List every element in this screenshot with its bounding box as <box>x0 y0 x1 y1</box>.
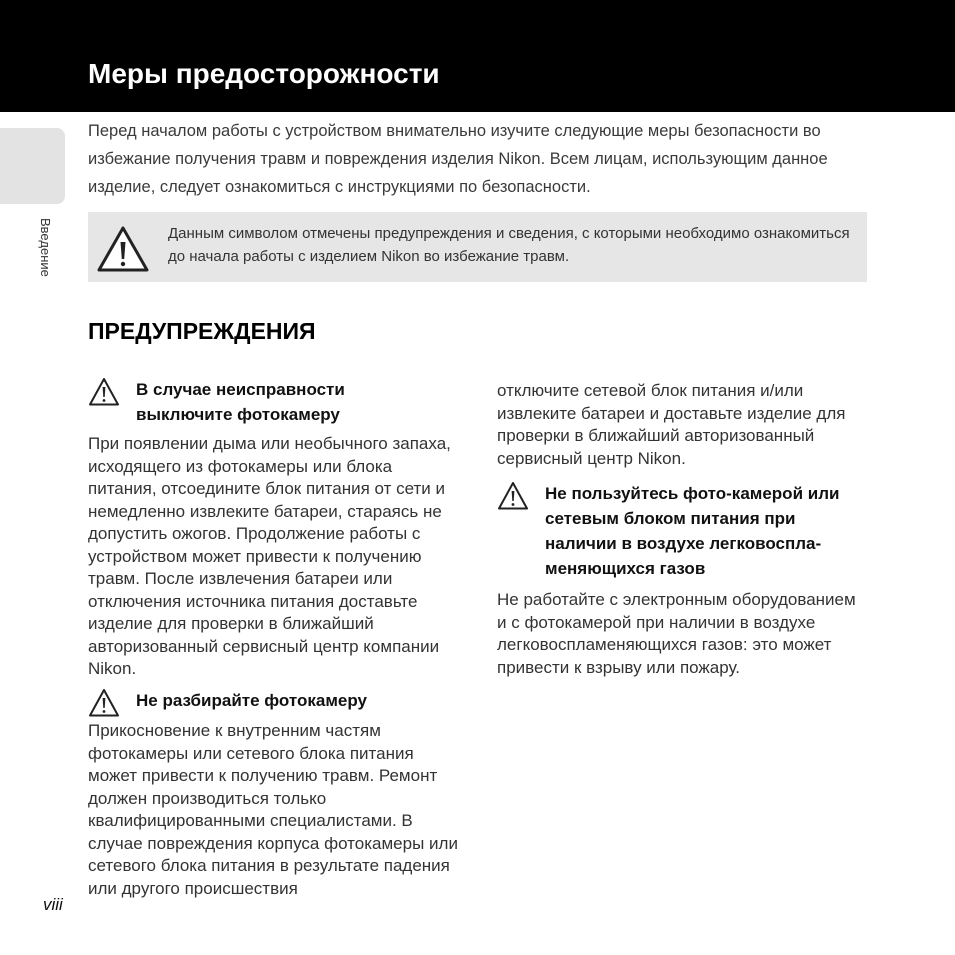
page-title: Меры предосторожности <box>88 58 440 89</box>
intro-paragraph: Перед началом работы с устройством внимательно изучите следующие меры безопасности во избежание получения травм и повреждения изделия Nikon. Всем лицам, использующим данное изделие, следует ознакомиться с инструкциями по безопасности. <box>88 122 828 196</box>
warning-title: Не разбирайте фотокамеру <box>136 691 367 710</box>
warning-triangle-icon <box>88 377 120 407</box>
warning-heading <box>497 481 857 585</box>
side-tab-label: Введение <box>38 218 53 277</box>
warning-heading <box>88 688 428 718</box>
warning-triangle-icon <box>88 688 120 718</box>
warning-body: Не работайте с электронным оборудованием и с фотокамерой при наличии в воздухе легковоспламеняющихся газов: это может привести к взрыву или пожару. <box>497 590 856 677</box>
page-number: viii <box>43 895 63 914</box>
warning-body: Прикосновение к внутренним частям фотокамеры или сетевого блока питания может привести к получению травм. Ремонт должен производиться только квалифицированными специалистами. В случае повреждения корпуса фотокамеры или сетевого блока питания в результате падения или другого происшествия <box>88 721 458 898</box>
header-bar <box>0 0 955 112</box>
warning-body-continued: отключите сетевой блок питания и/или извлеките батареи и доставьте изделие для проверки в ближайший авторизованный сервисный центр Nikon. <box>497 381 846 468</box>
warning-triangle-icon <box>97 225 149 273</box>
warning-body: При появлении дыма или необычного запаха, исходящего из фотокамеры или блока питания, отсоедините блок питания от сети и немедленно извлеките батареи, стараясь не допустить ожогов. Продолжение работы с устройством может привести к получению травм. После извлечения батареи или отключения источника питания доставьте изделие для проверки в ближайший авторизованный сервисный центр компании Nikon. <box>88 434 451 678</box>
notice-box <box>88 212 867 282</box>
section-title: ПРЕДУПРЕЖДЕНИЯ <box>88 318 316 344</box>
notice-text: Данным символом отмечены предупреждения и сведения, с которыми необходимо ознакомиться до начала работы с изделием Nikon во избежание травм. <box>168 225 850 265</box>
side-tab <box>0 128 65 204</box>
warning-title: В случае неисправности выключите фотокамеру <box>136 380 345 424</box>
warning-title: Не пользуйтесь фото-камерой или сетевым блоком питания при наличии в воздухе легковоспла-меняющихся газов <box>545 484 840 578</box>
warning-heading <box>88 377 428 429</box>
warning-triangle-icon <box>497 481 529 511</box>
